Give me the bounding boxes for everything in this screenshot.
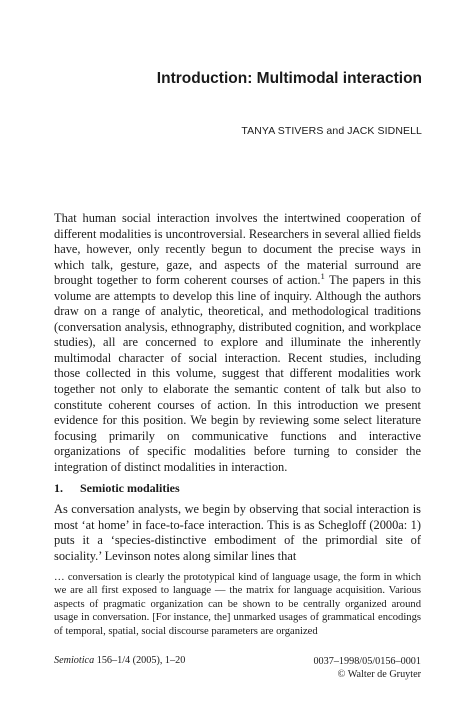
abstract-text-part2: The papers in this volume are attempts to develop this line of inquiry. Although the authors draw on a range of analytic, theoretical, and methodological traditions (conversation analysis, ethnography, distributed cognition, and workplace studies), all are concerned to explore and illuminate the inherently multimodal character of social interaction. Recent studies, including those collected in this volume, suggest that different modalities work together not only to elaborate the semantic content of talk but also to constitute coherent courses of action. In this introduction we present evidence for this position. We begin by reviewing some select literature focusing primarily on communicative functions and interactive organizations of specific modalities before turning to consider the integration of distinct modalities in interaction. [54, 273, 422, 474]
copyright-notice: © Walter de Gruyter [337, 669, 421, 680]
footer-publisher [313, 655, 421, 681]
journal-citation: 156–1/4 (2005), 1–20 [94, 655, 186, 666]
section-number: 1. [54, 481, 63, 495]
abstract-paragraph [54, 211, 421, 475]
journal-name: Semiotica [54, 655, 95, 666]
article-title: Introduction: Multimodal interaction [156, 70, 422, 87]
abstract-text-part1: That human social interaction involves the intertwined cooperation of different modalities is uncontroversial. Researchers in several allied fields have, however, only recently begun to document the precise ways in which talk, gesture, gaze, and aspects of the material surround are brought together to form coherent courses of action. [54, 211, 421, 288]
issn-code: 0037–1998/05/0156–0001 [313, 656, 421, 667]
section-title: Semiotic modalities [80, 481, 180, 495]
block-quote: … conversation is clearly the prototypical kind of language usage, the form in which we are all first exposed to language — the matrix for language acquisition. Various aspects of pragmatic organization can be shown to be centrally organized around usage in conversation. [For instance, the] unmarked usages of grammatical encodings of temporal, spatial, social discourse parameters are organized [54, 572, 421, 637]
article-authors: TANYA STIVERS and JACK SIDNELL [241, 125, 422, 137]
body-paragraph: As conversation analysts, we begin by observing that social interaction is most ‘at home’ in face-to-face interaction. This is as Schegloff (2000a: 1) puts it a ‘species-distinctive embodiment of the primordial site of sociality.’ Levinson notes along similar lines that [54, 502, 421, 563]
section-heading [54, 481, 180, 496]
footer-citation [54, 655, 185, 666]
footnote-marker[interactable]: 1 [320, 271, 325, 282]
